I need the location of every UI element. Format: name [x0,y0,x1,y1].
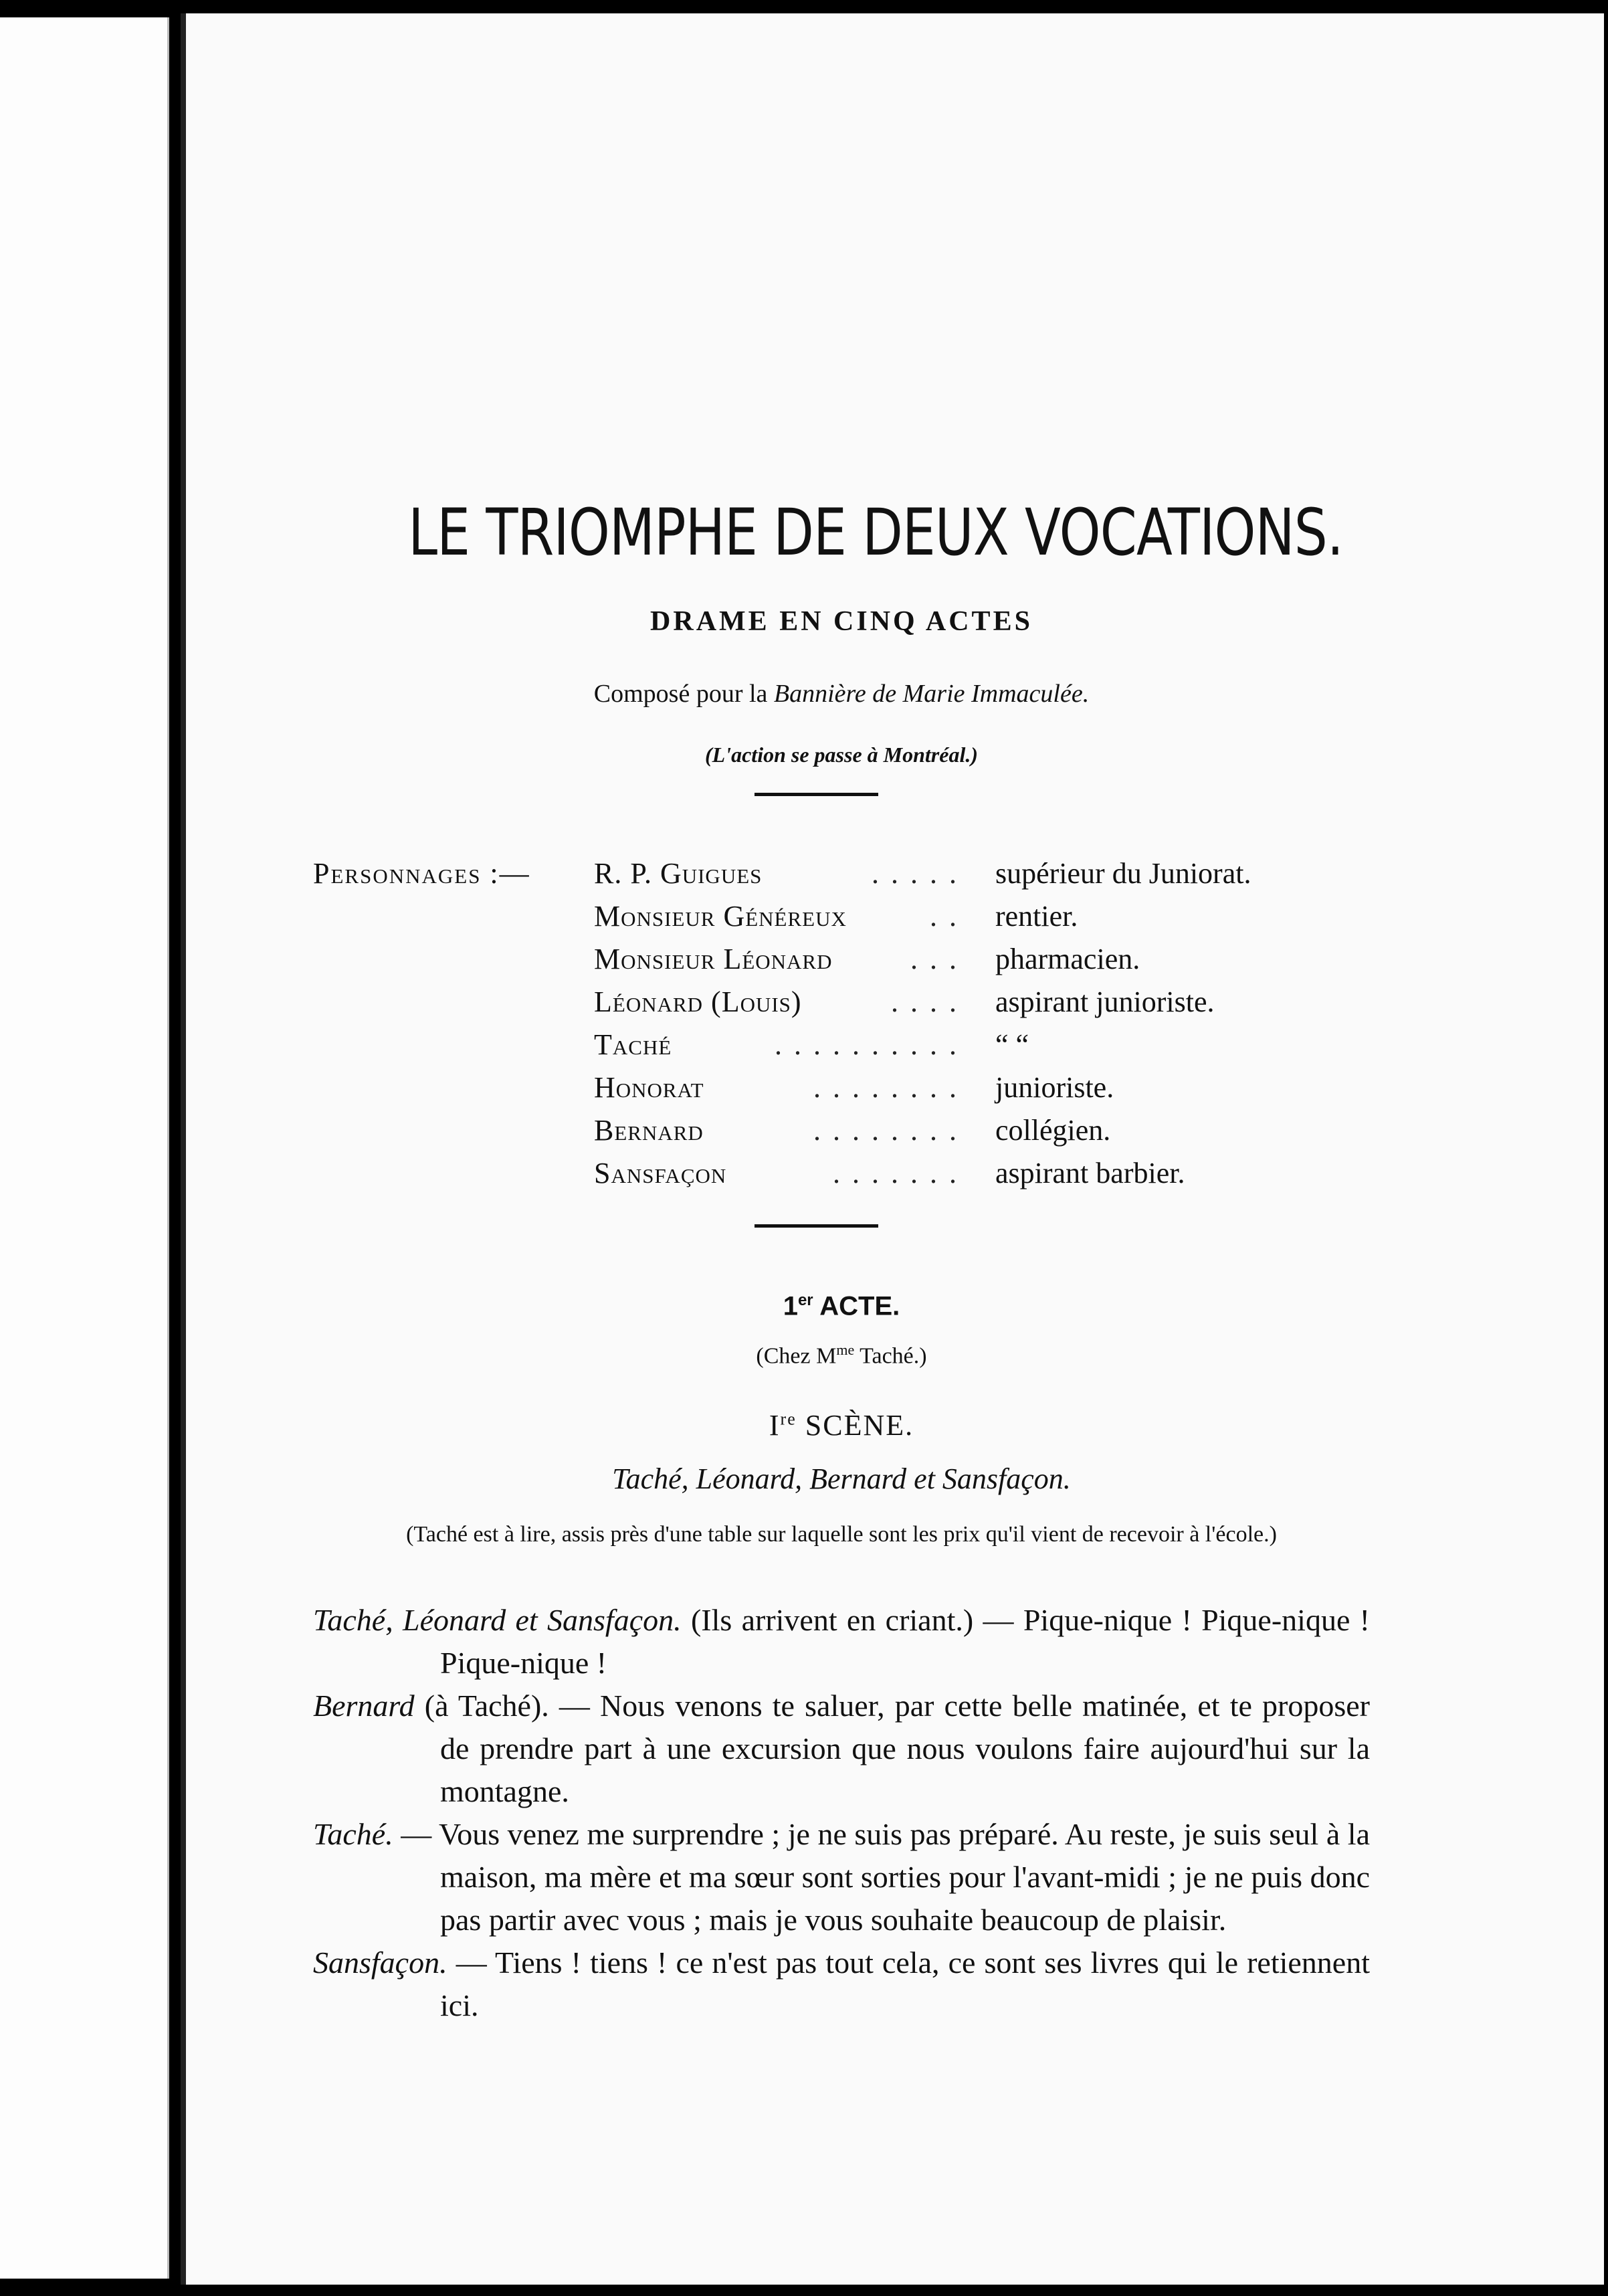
cast-name: Honorat [594,1071,704,1104]
act-location [313,1341,1370,1369]
cast-row [594,942,1370,983]
cast-role: “ “ [995,1028,1029,1061]
composition-note [313,679,1370,708]
cast-name: Sansfaçon [594,1157,727,1189]
dialogue-text: (à Taché). — Nous venons te saluer, par cette belle matinée, et te proposer de prendre part à une excursion que nous voulons faire aujourd'hui sur la montagne. [414,1689,1370,1808]
dialogue-line [313,1599,1370,1685]
cast-row [594,856,1370,898]
chez-suffix: Taché.) [854,1343,927,1369]
cast-role: collégien. [995,1114,1111,1147]
cast-name: Taché [594,1028,672,1061]
cast-name: Léonard (Louis) [594,985,802,1018]
cast-name: Monsieur Léonard [594,943,833,975]
act-ordinal: er [797,1291,813,1309]
scene-number: I [769,1409,781,1442]
cast-dots: ..... [872,857,969,890]
composition-banner: Bannière de Marie Immaculée. [773,680,1090,708]
chez-prefix: (Chez M [756,1343,837,1369]
cast-heading: Personnages :— [313,857,530,890]
play-title: LE TRIOMPHE DE DEUX VOCATIONS. [408,495,1344,570]
cast-row [594,1070,1370,1112]
cast-row [594,1113,1370,1155]
cast-row [594,899,1370,941]
act-number: 1 [783,1291,798,1321]
dialogue-text: — Tiens ! tiens ! ce n'est pas tout cela, ce sont ses livres qui le retiennent ici. [440,1945,1370,2022]
cast-dots: .......... [775,1028,969,1061]
cast-dots: ........ [813,1114,969,1147]
dialogue-line [313,1813,1370,1941]
cast-role: junioriste. [995,1071,1114,1104]
cast-role: aspirant junioriste. [995,985,1215,1018]
stage-direction: (Taché est à lire, assis près d'une table sur laquelle sont les prix qu'il vient de recevoir à l'école.) [406,1522,1277,1547]
cast-role: pharmacien. [995,943,1140,975]
scene-label: SCÈNE. [805,1409,914,1442]
act-heading [313,1291,1370,1321]
cast-dots: ........ [813,1071,969,1104]
scene-ordinal: re [780,1409,797,1429]
dialogue-text: (Ils arrivent en criant.) — Pique-nique ! Pique-nique ! Pique-nique ! [440,1603,1371,1680]
cast-role: aspirant barbier. [995,1157,1185,1189]
cast-row [594,1156,1370,1198]
composition-prefix: Composé pour la [593,680,768,708]
cast-role: rentier. [995,900,1078,933]
dialogue-speaker: Sansfaçon. [313,1945,447,1980]
dialogue [313,1599,1370,2027]
dialogue-line [313,1941,1370,2027]
cast-name: R. P. Guigues [594,857,763,890]
facing-page-edge [0,17,169,2279]
action-location: (L'action se passe à Montréal.) [705,743,978,767]
cast-dots: ....... [833,1157,969,1189]
divider-rule [755,1224,878,1228]
dialogue-speaker: Bernard [313,1689,415,1723]
cast-name: Bernard [594,1114,704,1147]
scene-heading [313,1408,1370,1442]
cast-dots: .... [891,985,969,1018]
scene-characters: Taché, Léonard, Bernard et Sansfaçon. [612,1462,1071,1495]
dialogue-speaker: Taché, Léonard et Sansfaçon. [313,1603,682,1637]
dialogue-line [313,1685,1370,1813]
cast-dots: .. [930,900,969,933]
dialogue-text: — Vous venez me surprendre ; je ne suis pas préparé. Au reste, je suis seul à la maison, ma mère et ma sœur sont sorties pour l'avant-midi ; je ne puis donc pas partir avec vous ; mais je vous souhaite beaucoup de plaisir. [393,1817,1370,1937]
dialogue-speaker: Taché. [313,1817,393,1851]
cast-name: Monsieur Généreux [594,900,847,933]
divider-rule [755,793,878,796]
act-label: ACTE. [819,1291,900,1321]
cast-row [594,985,1370,1026]
document-page [181,13,1604,2285]
chez-sup: me [836,1341,855,1358]
cast-role: supérieur du Juniorat. [995,857,1251,890]
play-subtitle: DRAME EN CINQ ACTES [650,606,1033,637]
cast-dots: ... [910,943,969,975]
cast-row [594,1028,1370,1069]
